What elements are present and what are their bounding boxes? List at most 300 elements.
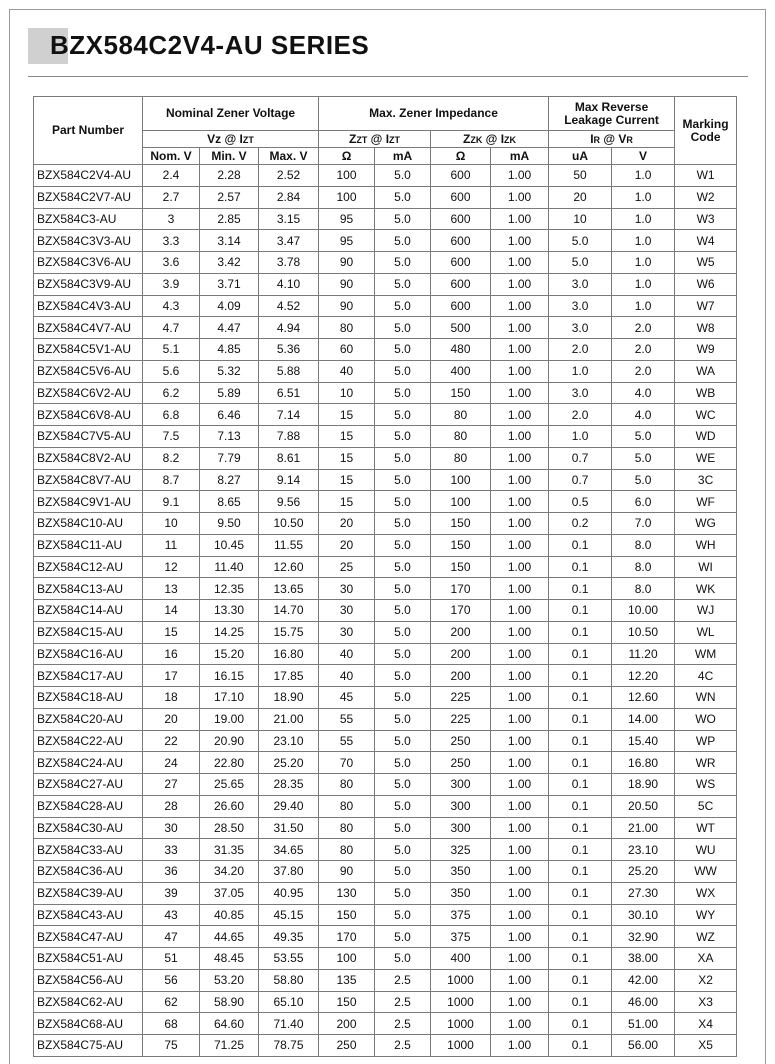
table-row [34,600,737,622]
cell-max-v: 5.36 [259,339,319,361]
cell-marking-code: X2 [675,969,737,991]
table-row [34,404,737,426]
cell-izk-ma: 1.00 [491,513,549,535]
cell-nom-v: 16 [143,643,200,665]
cell-izk-ma: 1.00 [491,165,549,187]
cell-min-v: 64.60 [200,1013,259,1035]
cell-marking-code: WS [675,774,737,796]
cell-max-v: 28.35 [259,774,319,796]
cell-marking-code: WN [675,687,737,709]
cell-min-v: 25.65 [200,774,259,796]
cell-zzk-ohm: 300 [431,795,491,817]
cell-part-number: BZX584C12-AU [34,556,143,578]
cell-max-v: 2.52 [259,165,319,187]
cell-izk-ma: 1.00 [491,339,549,361]
cell-vr-v: 51.00 [612,1013,675,1035]
cell-max-v: 78.75 [259,1035,319,1057]
cell-vr-v: 10.00 [612,600,675,622]
cell-vr-v: 27.30 [612,882,675,904]
cell-ir-ua: 0.1 [549,882,612,904]
cell-ir-ua: 0.1 [549,817,612,839]
cell-min-v: 7.79 [200,447,259,469]
header-ir-condition [549,131,675,148]
cell-izk-ma: 1.00 [491,730,549,752]
cell-vr-v: 1.0 [612,230,675,252]
table-row [34,643,737,665]
cell-nom-v: 62 [143,991,200,1013]
cell-max-v: 15.75 [259,621,319,643]
cell-min-v: 34.20 [200,861,259,883]
cell-part-number: BZX584C36-AU [34,861,143,883]
cell-vr-v: 18.90 [612,774,675,796]
cell-zzk-ohm: 400 [431,360,491,382]
cell-nom-v: 22 [143,730,200,752]
cell-max-v: 25.20 [259,752,319,774]
cell-izt-ma: 5.0 [375,774,431,796]
cell-min-v: 3.42 [200,252,259,274]
cell-zzt-ohm: 150 [319,991,375,1013]
header-nominal-zener-voltage: Nominal Zener Voltage [143,97,319,131]
table-row [34,426,737,448]
cell-ir-ua: 3.0 [549,295,612,317]
cell-part-number: BZX584C17-AU [34,665,143,687]
table-row [34,339,737,361]
cell-max-v: 7.14 [259,404,319,426]
cell-zzt-ohm: 15 [319,404,375,426]
cell-min-v: 4.09 [200,295,259,317]
cell-nom-v: 8.7 [143,469,200,491]
cell-max-v: 6.51 [259,382,319,404]
cell-vr-v: 10.50 [612,621,675,643]
cell-izt-ma: 5.0 [375,817,431,839]
cell-marking-code: WB [675,382,737,404]
cell-part-number: BZX584C3V6-AU [34,252,143,274]
cell-part-number: BZX584C33-AU [34,839,143,861]
unit-izk-ma: mA [491,148,549,165]
cell-zzk-ohm: 80 [431,404,491,426]
cell-min-v: 44.65 [200,926,259,948]
cell-marking-code: W2 [675,186,737,208]
cell-izk-ma: 1.00 [491,643,549,665]
cell-max-v: 49.35 [259,926,319,948]
cell-part-number: BZX584C4V7-AU [34,317,143,339]
cell-max-v: 71.40 [259,1013,319,1035]
cell-marking-code: WF [675,491,737,513]
cell-marking-code: W4 [675,230,737,252]
cell-part-number: BZX584C9V1-AU [34,491,143,513]
cell-marking-code: W7 [675,295,737,317]
cell-zzk-ohm: 300 [431,817,491,839]
cell-nom-v: 3.9 [143,273,200,295]
cell-max-v: 9.14 [259,469,319,491]
cell-marking-code: 5C [675,795,737,817]
cell-part-number: BZX584C15-AU [34,621,143,643]
cell-max-v: 8.61 [259,447,319,469]
cell-zzk-ohm: 250 [431,730,491,752]
cell-izt-ma: 5.0 [375,839,431,861]
cell-zzk-ohm: 200 [431,643,491,665]
cell-nom-v: 5.6 [143,360,200,382]
cell-izk-ma: 1.00 [491,404,549,426]
cell-izt-ma: 5.0 [375,404,431,426]
cell-nom-v: 5.1 [143,339,200,361]
cell-izt-ma: 5.0 [375,578,431,600]
cell-min-v: 13.30 [200,600,259,622]
cell-nom-v: 56 [143,969,200,991]
cell-max-v: 3.47 [259,230,319,252]
cell-izt-ma: 5.0 [375,273,431,295]
cell-zzk-ohm: 600 [431,230,491,252]
cell-zzk-ohm: 1000 [431,1013,491,1035]
cell-izt-ma: 5.0 [375,426,431,448]
cell-ir-ua: 5.0 [549,230,612,252]
vz-sub: ZT [242,135,254,145]
cell-izt-ma: 5.0 [375,665,431,687]
cell-vr-v: 20.50 [612,795,675,817]
cell-part-number: BZX584C3V9-AU [34,273,143,295]
cell-min-v: 6.46 [200,404,259,426]
cell-marking-code: WD [675,426,737,448]
cell-vr-v: 14.00 [612,708,675,730]
cell-vr-v: 12.20 [612,665,675,687]
cell-zzt-ohm: 70 [319,752,375,774]
table-row [34,774,737,796]
cell-izk-ma: 1.00 [491,861,549,883]
cell-max-v: 11.55 [259,534,319,556]
cell-vr-v: 42.00 [612,969,675,991]
cell-izk-ma: 1.00 [491,752,549,774]
cell-marking-code: W3 [675,208,737,230]
cell-nom-v: 8.2 [143,447,200,469]
cell-izk-ma: 1.00 [491,904,549,926]
zzt-sub: ZT [356,135,368,145]
cell-marking-code: WU [675,839,737,861]
cell-zzt-ohm: 20 [319,534,375,556]
cell-zzk-ohm: 170 [431,600,491,622]
cell-nom-v: 11 [143,534,200,556]
cell-zzt-ohm: 90 [319,252,375,274]
header-marking-line1: Marking [682,116,729,131]
cell-izk-ma: 1.00 [491,491,549,513]
cell-part-number: BZX584C22-AU [34,730,143,752]
cell-ir-ua: 0.1 [549,600,612,622]
cell-zzt-ohm: 80 [319,317,375,339]
cell-nom-v: 24 [143,752,200,774]
cell-ir-ua: 0.1 [549,969,612,991]
cell-min-v: 16.15 [200,665,259,687]
cell-max-v: 2.84 [259,186,319,208]
header-row-groups [34,97,737,131]
table-row [34,295,737,317]
cell-min-v: 31.35 [200,839,259,861]
table-row [34,578,737,600]
table-row [34,621,737,643]
cell-nom-v: 14 [143,600,200,622]
cell-part-number: BZX584C43-AU [34,904,143,926]
cell-ir-ua: 0.1 [549,534,612,556]
table-row [34,273,737,295]
cell-marking-code: WI [675,556,737,578]
cell-izt-ma: 2.5 [375,991,431,1013]
cell-zzt-ohm: 15 [319,491,375,513]
cell-ir-ua: 0.5 [549,491,612,513]
cell-marking-code: 4C [675,665,737,687]
cell-zzk-ohm: 500 [431,317,491,339]
cell-izt-ma: 5.0 [375,186,431,208]
cell-zzt-ohm: 10 [319,382,375,404]
cell-ir-ua: 2.0 [549,339,612,361]
header-zzt-condition [319,131,431,148]
cell-zzt-ohm: 150 [319,904,375,926]
cell-nom-v: 9.1 [143,491,200,513]
cell-marking-code: WM [675,643,737,665]
header-max-reverse-line1: Max Reverse [574,99,649,114]
cell-max-v: 45.15 [259,904,319,926]
cell-izt-ma: 5.0 [375,382,431,404]
cell-ir-ua: 2.0 [549,404,612,426]
cell-nom-v: 6.2 [143,382,200,404]
cell-izt-ma: 5.0 [375,534,431,556]
table-body [34,165,737,1057]
cell-izk-ma: 1.00 [491,273,549,295]
cell-part-number: BZX584C47-AU [34,926,143,948]
cell-marking-code: WH [675,534,737,556]
cell-vr-v: 1.0 [612,165,675,187]
cell-izt-ma: 5.0 [375,904,431,926]
cell-max-v: 4.10 [259,273,319,295]
cell-izk-ma: 1.00 [491,665,549,687]
cell-marking-code: W6 [675,273,737,295]
cell-part-number: BZX584C11-AU [34,534,143,556]
cell-nom-v: 39 [143,882,200,904]
cell-min-v: 3.71 [200,273,259,295]
cell-izk-ma: 1.00 [491,447,549,469]
cell-zzt-ohm: 25 [319,556,375,578]
cell-zzt-ohm: 170 [319,926,375,948]
cell-part-number: BZX584C2V4-AU [34,165,143,187]
cell-zzk-ohm: 600 [431,186,491,208]
cell-nom-v: 33 [143,839,200,861]
cell-nom-v: 2.4 [143,165,200,187]
header-max-reverse-leakage [549,97,675,131]
cell-min-v: 3.14 [200,230,259,252]
vz-label: Vz @ I [207,132,243,146]
table-row [34,1013,737,1035]
cell-ir-ua: 0.2 [549,513,612,535]
cell-ir-ua: 0.1 [549,904,612,926]
cell-ir-ua: 3.0 [549,273,612,295]
cell-izt-ma: 5.0 [375,208,431,230]
cell-min-v: 48.45 [200,948,259,970]
cell-izk-ma: 1.00 [491,578,549,600]
unit-izt-ma: mA [375,148,431,165]
cell-izk-ma: 1.00 [491,991,549,1013]
cell-izt-ma: 5.0 [375,339,431,361]
cell-max-v: 53.55 [259,948,319,970]
cell-ir-ua: 0.1 [549,643,612,665]
cell-zzk-ohm: 80 [431,426,491,448]
table-row [34,556,737,578]
cell-part-number: BZX584C14-AU [34,600,143,622]
cell-min-v: 17.10 [200,687,259,709]
cell-zzt-ohm: 135 [319,969,375,991]
cell-vr-v: 12.60 [612,687,675,709]
cell-max-v: 29.40 [259,795,319,817]
cell-min-v: 58.90 [200,991,259,1013]
cell-zzt-ohm: 15 [319,447,375,469]
cell-vr-v: 1.0 [612,273,675,295]
cell-izt-ma: 5.0 [375,882,431,904]
cell-vr-v: 1.0 [612,252,675,274]
cell-zzt-ohm: 100 [319,165,375,187]
cell-zzk-ohm: 350 [431,861,491,883]
table-row [34,534,737,556]
cell-izt-ma: 5.0 [375,295,431,317]
cell-vr-v: 32.90 [612,926,675,948]
cell-part-number: BZX584C8V7-AU [34,469,143,491]
cell-izt-ma: 5.0 [375,230,431,252]
cell-part-number: BZX584C7V5-AU [34,426,143,448]
cell-min-v: 4.85 [200,339,259,361]
cell-min-v: 40.85 [200,904,259,926]
cell-max-v: 12.60 [259,556,319,578]
cell-part-number: BZX584C16-AU [34,643,143,665]
cell-max-v: 13.65 [259,578,319,600]
cell-zzt-ohm: 45 [319,687,375,709]
cell-min-v: 37.05 [200,882,259,904]
cell-marking-code: 3C [675,469,737,491]
cell-part-number: BZX584C20-AU [34,708,143,730]
cell-zzk-ohm: 150 [431,513,491,535]
cell-marking-code: WZ [675,926,737,948]
cell-nom-v: 7.5 [143,426,200,448]
cell-izk-ma: 1.00 [491,708,549,730]
cell-izk-ma: 1.00 [491,556,549,578]
cell-izt-ma: 5.0 [375,165,431,187]
cell-izt-ma: 2.5 [375,1035,431,1057]
cell-izk-ma: 1.00 [491,317,549,339]
cell-ir-ua: 0.1 [549,687,612,709]
table-row [34,969,737,991]
cell-vr-v: 16.80 [612,752,675,774]
cell-min-v: 4.47 [200,317,259,339]
cell-izk-ma: 1.00 [491,926,549,948]
cell-marking-code: X3 [675,991,737,1013]
cell-part-number: BZX584C5V6-AU [34,360,143,382]
cell-min-v: 8.65 [200,491,259,513]
unit-max-v: Max. V [259,148,319,165]
cell-zzk-ohm: 400 [431,948,491,970]
ir-label: I [590,132,594,146]
cell-zzt-ohm: 40 [319,665,375,687]
cell-min-v: 8.27 [200,469,259,491]
unit-zzk-ohm: Ω [431,148,491,165]
cell-zzk-ohm: 325 [431,839,491,861]
table-row [34,708,737,730]
cell-vr-v: 5.0 [612,426,675,448]
cell-marking-code: WT [675,817,737,839]
cell-min-v: 2.28 [200,165,259,187]
cell-vr-v: 5.0 [612,447,675,469]
cell-marking-code: WJ [675,600,737,622]
table-row [34,208,737,230]
cell-zzk-ohm: 375 [431,904,491,926]
cell-zzk-ohm: 80 [431,447,491,469]
cell-nom-v: 20 [143,708,200,730]
cell-zzk-ohm: 150 [431,556,491,578]
cell-min-v: 14.25 [200,621,259,643]
table-row [34,165,737,187]
cell-part-number: BZX584C68-AU [34,1013,143,1035]
cell-izk-ma: 1.00 [491,882,549,904]
cell-nom-v: 13 [143,578,200,600]
cell-izt-ma: 5.0 [375,730,431,752]
cell-marking-code: WK [675,578,737,600]
cell-izt-ma: 5.0 [375,687,431,709]
cell-ir-ua: 3.0 [549,382,612,404]
header-max-reverse-line2: Leakage Current [564,112,659,127]
cell-part-number: BZX584C3-AU [34,208,143,230]
cell-zzt-ohm: 95 [319,230,375,252]
cell-min-v: 26.60 [200,795,259,817]
cell-ir-ua: 0.1 [549,708,612,730]
cell-part-number: BZX584C13-AU [34,578,143,600]
table-row [34,752,737,774]
cell-ir-ua: 0.1 [549,752,612,774]
cell-marking-code: WR [675,752,737,774]
cell-nom-v: 3 [143,208,200,230]
cell-min-v: 71.25 [200,1035,259,1057]
cell-nom-v: 12 [143,556,200,578]
unit-nom-v: Nom. V [143,148,200,165]
cell-ir-ua: 50 [549,165,612,187]
ir-sub2: R [626,135,633,145]
cell-ir-ua: 0.1 [549,621,612,643]
cell-izk-ma: 1.00 [491,1013,549,1035]
table-row [34,317,737,339]
table-row [34,817,737,839]
cell-zzt-ohm: 60 [319,339,375,361]
cell-marking-code: WO [675,708,737,730]
table-row [34,904,737,926]
cell-izt-ma: 2.5 [375,1013,431,1035]
cell-vr-v: 38.00 [612,948,675,970]
cell-part-number: BZX584C6V8-AU [34,404,143,426]
cell-marking-code: W5 [675,252,737,274]
zzk-sub2: ZK [504,135,517,145]
cell-marking-code: X5 [675,1035,737,1057]
cell-zzk-ohm: 480 [431,339,491,361]
cell-nom-v: 27 [143,774,200,796]
table-row [34,513,737,535]
cell-max-v: 31.50 [259,817,319,839]
cell-nom-v: 28 [143,795,200,817]
cell-ir-ua: 0.1 [549,948,612,970]
cell-izk-ma: 1.00 [491,839,549,861]
cell-max-v: 40.95 [259,882,319,904]
cell-nom-v: 17 [143,665,200,687]
zzk-sub: ZK [470,135,483,145]
cell-zzk-ohm: 350 [431,882,491,904]
cell-izk-ma: 1.00 [491,186,549,208]
cell-min-v: 22.80 [200,752,259,774]
cell-vr-v: 8.0 [612,578,675,600]
cell-zzk-ohm: 375 [431,926,491,948]
cell-zzt-ohm: 30 [319,578,375,600]
cell-izt-ma: 5.0 [375,447,431,469]
cell-vr-v: 21.00 [612,817,675,839]
table-row [34,795,737,817]
